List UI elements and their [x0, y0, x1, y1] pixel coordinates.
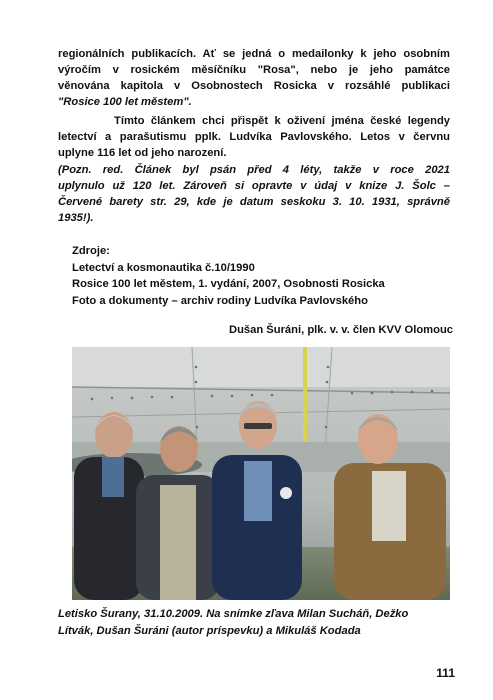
- page-number: 111: [436, 666, 455, 680]
- text-line: letectví a parašutismu pplk. Ludvíka Pavlovského. Letos v červnu: [58, 131, 450, 143]
- text-line: regionálních publikacích. Ať se jedná o medailonky k jeho osobním: [58, 48, 450, 60]
- paragraph-purpose: [58, 113, 450, 161]
- author-signature: Dušan Šuráni, plk. v. v. člen KVV Olomouc: [228, 324, 453, 336]
- text-line: uplynulo už 120 let. Zároveň si opravte v údaj v knize J. Šolc –: [58, 180, 450, 192]
- text-line: výročím v rosickém měsíčníku "Rosa", nebo je jeho památce: [58, 64, 450, 76]
- caption-line: Letisko Šurany, 31.10.2009. Na snímke zľava Milan Sucháň, Dežko: [58, 608, 409, 620]
- caption-line: Lítvák, Dušan Šuráni (autor príspevku) a Mikuláš Kodada: [58, 625, 361, 637]
- photo-illustration: [72, 347, 450, 600]
- source-item: Letectví a kosmonautika č.10/1990: [72, 261, 255, 274]
- text-line: Červené barety str. 29, kde je datum seskoku 3. 10. 1931, správně: [58, 196, 450, 208]
- source-item: Foto a dokumenty – archiv rodiny Ludvíka Pavlovského: [72, 294, 368, 307]
- sources-heading: Zdroje:: [72, 245, 110, 257]
- group-photo: [72, 347, 450, 600]
- paragraph-continuation: [58, 46, 450, 110]
- text-line: uplyne 116 let od jeho narození.: [58, 147, 227, 159]
- text-line: "Rosice 100 let městem".: [58, 96, 192, 108]
- text-line: věnována kapitola v Osobnostech Rosicka v rozsáhlé publikaci: [58, 80, 450, 92]
- sources-list: [72, 243, 452, 309]
- text-line: 1935!).: [58, 212, 94, 224]
- photo-caption: [58, 606, 450, 640]
- editor-note: [58, 162, 450, 226]
- source-item: Rosice 100 let městem, 1. vydání, 2007, Osobnosti Rosicka: [72, 278, 385, 290]
- text-line: Tímto článkem chci přispět k oživení jména české legendy: [114, 115, 450, 127]
- text-line: (Pozn. red. Článek byl psán před 4 léty, takže v roce 2021: [58, 164, 450, 176]
